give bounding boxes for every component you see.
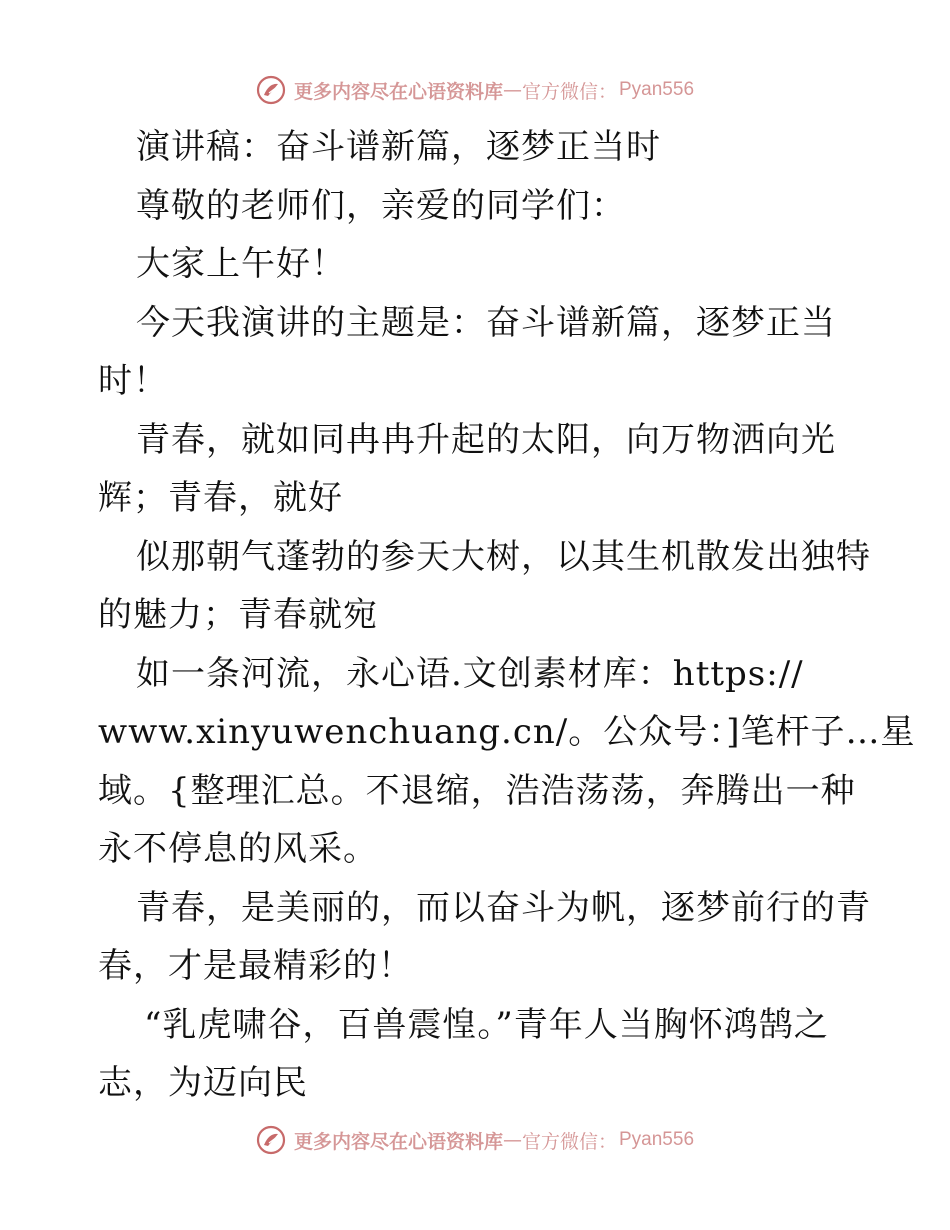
header-watermark-banner bbox=[0, 72, 950, 108]
banner-brand-text: 更多内容尽在心语资料库 bbox=[293, 1130, 503, 1153]
greeting-line: 大家上午好！ bbox=[136, 244, 346, 284]
ink-stamp-logo-icon bbox=[256, 75, 286, 105]
paragraph-line: 辉；青春，就好 bbox=[98, 478, 343, 518]
banner-brand-text: 更多内容尽在心语资料库 bbox=[293, 80, 503, 103]
banner-wechat-label: 官方微信： bbox=[521, 1130, 617, 1153]
paragraph-line: 青春，就如同冉冉升起的太阳，向万物洒向光 bbox=[136, 419, 836, 460]
banner-wechat-id: Pyan556 bbox=[619, 1129, 695, 1150]
paragraph-line: 青春，是美丽的，而以奋斗为帆，逐梦前行的青 bbox=[136, 887, 871, 928]
banner-separator: — bbox=[502, 79, 522, 101]
salutation-line: 尊敬的老师们，亲爱的同学们： bbox=[136, 185, 626, 226]
footer-watermark-banner bbox=[0, 1122, 950, 1158]
banner-separator: — bbox=[502, 1129, 522, 1151]
paragraph-line: 的魅力；青春就宛 bbox=[98, 595, 378, 635]
paragraph-line: 今天我演讲的主题是：奋斗谱新篇，逐梦正当 bbox=[136, 302, 836, 343]
document-body bbox=[98, 118, 916, 1113]
paragraph-line: www.xinyuwenchuang.cn/。公众号：]笔杆子…星 bbox=[98, 712, 916, 752]
paragraph-line: 志，为迈向民 bbox=[98, 1063, 308, 1103]
paragraph-line: 时！ bbox=[98, 361, 168, 401]
banner-wechat-label: 官方微信： bbox=[521, 80, 617, 103]
paragraph-line: 域。{整理汇总。不退缩，浩浩荡荡，奔腾出一种 bbox=[98, 770, 856, 811]
ink-stamp-logo-icon bbox=[256, 1125, 286, 1155]
paragraph-line: 似那朝气蓬勃的参天大树，以其生机散发出独特 bbox=[136, 536, 871, 577]
document-title: 演讲稿：奋斗谱新篇，逐梦正当时 bbox=[136, 127, 661, 167]
paragraph-line: 如一条河流，永心语.文创素材库：https:// bbox=[136, 653, 804, 694]
paragraph-line: “乳虎啸谷，百兽震惶。”青年人当胸怀鸿鹄之 bbox=[144, 1004, 829, 1045]
paragraph-line: 春，才是最精彩的！ bbox=[98, 946, 413, 986]
banner-wechat-id: Pyan556 bbox=[619, 79, 695, 100]
paragraph-line: 永不停息的风采。 bbox=[98, 829, 378, 869]
